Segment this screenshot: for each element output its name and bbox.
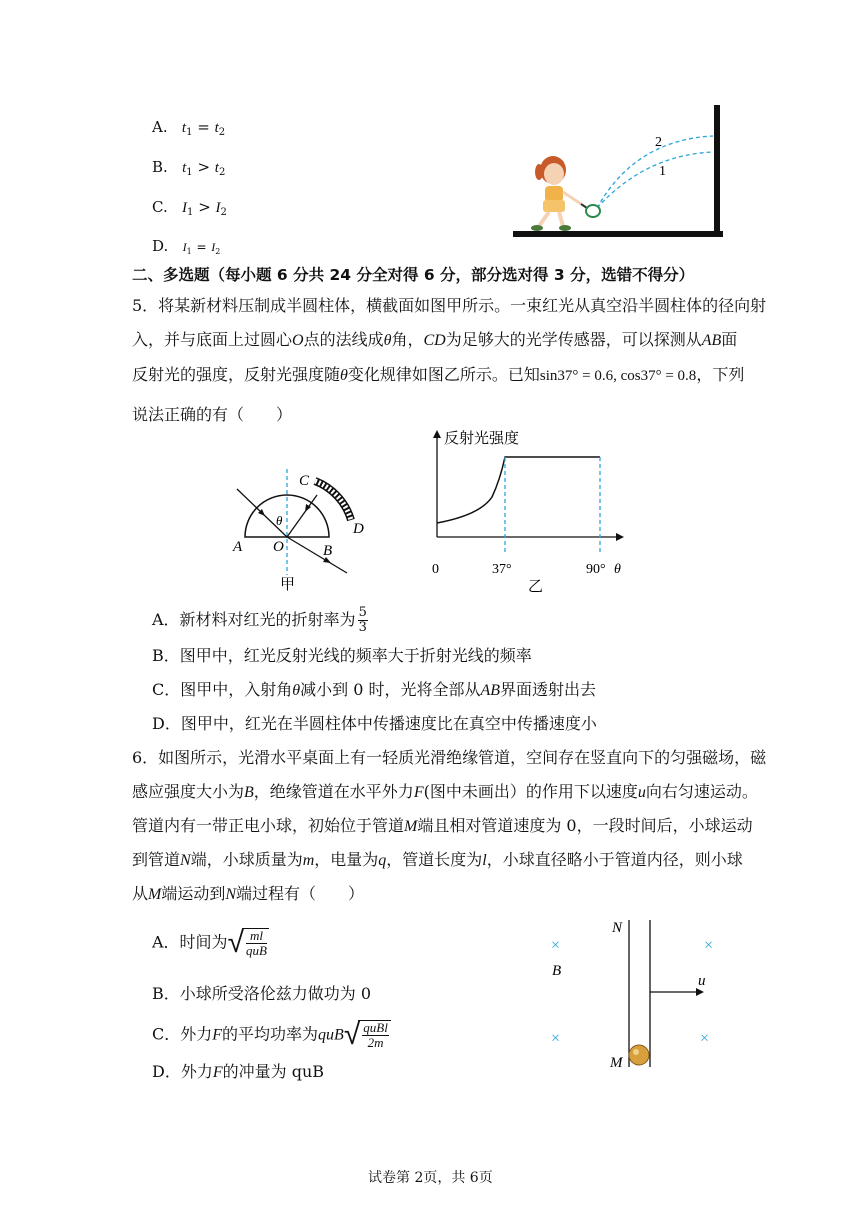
math-O: O <box>292 332 304 349</box>
text: 界面透射出去 <box>500 680 597 699</box>
text: 从 <box>132 884 149 903</box>
math-M: M <box>404 818 418 835</box>
sensor-cd <box>315 481 351 520</box>
semicircle <box>245 495 329 537</box>
text: 向右匀速运动。 <box>645 782 758 801</box>
sqrt-icon: √ <box>343 1017 361 1052</box>
q6-option-a[interactable] <box>152 925 269 960</box>
math-theta: θ <box>340 367 348 384</box>
q5-figure-jia <box>225 465 365 595</box>
fraction <box>362 1021 389 1050</box>
expr-left: I <box>182 240 187 254</box>
math-l: l <box>482 852 487 869</box>
refracted-ray <box>287 537 347 573</box>
label-D: D <box>353 521 364 537</box>
expr-right: t <box>214 120 219 136</box>
expr-right: t <box>214 160 219 176</box>
denominator: 2m <box>367 1035 384 1050</box>
math-u: u <box>637 784 646 801</box>
q6-option-d[interactable] <box>152 1062 324 1083</box>
label-B: B <box>552 963 562 979</box>
text: 点的法线成 <box>303 330 384 349</box>
q6-line-1: 6．如图所示，光滑水平桌面上有一轻质光滑绝缘管道，空间存在竖直向下的匀强磁场，磁 <box>132 748 767 767</box>
text: ，绝缘管道在水平外力 <box>253 782 414 801</box>
q4-option-b[interactable] <box>152 157 225 183</box>
expr-op: = <box>197 118 210 136</box>
math-B: B <box>244 784 254 801</box>
numerator: 5 <box>358 605 367 620</box>
option-label: D. <box>152 237 169 255</box>
text: 端且相对管道速度为 0，一段时间后，小球运动 <box>417 816 753 835</box>
q5-option-d[interactable]: D．图甲中，红光在半圆柱体中传播速度比在真空中传播速度小 <box>152 714 597 733</box>
expr-right-sub: 2 <box>220 207 227 218</box>
option-label: A. <box>152 118 168 136</box>
tick-90: 90° <box>586 562 606 577</box>
q5-line-1: 5．将某新材料压制成半圆柱体，横截面如图甲所示。一束红光从真空沿半圆柱体的径向射 <box>132 296 767 315</box>
math-formula: sin37° = 0.6, cos37° = 0.8 <box>539 368 697 384</box>
text: ，管道长度为 <box>386 850 483 869</box>
math-F: F <box>212 1064 223 1081</box>
q5-figure-yi <box>420 425 635 595</box>
x-axis-label-theta: θ <box>614 562 621 577</box>
text: ，小球直径略小于管道内径，则小球 <box>486 850 743 869</box>
reflected-ray <box>287 495 317 537</box>
text: 变化规律如图乙所示。已知 <box>347 365 540 384</box>
math-theta: θ <box>292 682 301 699</box>
text: C．外力 <box>152 1024 213 1044</box>
expr-right-sub: 2 <box>218 127 226 138</box>
expr-right-sub: 2 <box>215 247 221 256</box>
label-u: u <box>698 973 706 989</box>
q5-line-2 <box>132 330 737 351</box>
q6-line-4 <box>132 850 743 871</box>
math-m: m <box>302 852 315 869</box>
text: 面 <box>721 330 738 349</box>
field-cross-icon: × <box>551 1030 561 1047</box>
section-title: 二、多选题（每小题 6 分共 24 分全对得 6 分，部分选对得 3 分，选错不得分） <box>132 266 695 284</box>
expr-left-sub: 1 <box>186 247 192 256</box>
caption-jia: 甲 <box>280 577 296 593</box>
charged-ball <box>629 1045 649 1065</box>
expr-right: I <box>211 240 216 254</box>
text: ，电量为 <box>314 850 379 869</box>
label-B: B <box>323 543 333 559</box>
sqrt-icon: √ <box>227 925 245 960</box>
expr-right-sub: 2 <box>218 167 226 178</box>
q4-tennis-figure <box>505 100 730 245</box>
q5-option-c[interactable] <box>152 680 596 701</box>
text: A．时间为 <box>152 932 228 952</box>
text: 减小到 0 时，光将全部从 <box>300 680 481 699</box>
y-axis-label: 反射光强度 <box>444 431 520 447</box>
math-AB: AB <box>701 332 722 349</box>
expr-left: t <box>181 120 187 136</box>
text: 反射光的强度，反射光强度随 <box>132 365 341 384</box>
option-label: C. <box>152 198 168 216</box>
caption-yi: 乙 <box>528 579 544 595</box>
math-theta: θ <box>383 332 392 349</box>
text: 端过程有（ ） <box>236 884 365 903</box>
label-N: N <box>612 920 623 936</box>
q5-option-b[interactable]: B．图甲中，红光反射光线的频率大于折射光线的频率 <box>152 646 532 665</box>
text: ，下列 <box>696 365 745 384</box>
label-C: C <box>299 473 310 489</box>
trajectory-1 <box>597 152 713 208</box>
denominator: quB <box>246 943 267 958</box>
expr-left-sub: 1 <box>186 167 193 178</box>
intensity-curve <box>437 457 600 523</box>
math-N: N <box>180 852 191 869</box>
text: C．图甲中，入射角 <box>152 680 293 699</box>
label-M: M <box>610 1055 623 1071</box>
expr-left-sub: 1 <box>186 127 193 138</box>
math-N: N <box>225 886 237 903</box>
text: 为足够大的光学传感器，可以探测从 <box>445 330 702 349</box>
q5-option-a[interactable] <box>152 606 368 635</box>
text: 感应强度大小为 <box>132 782 245 801</box>
field-cross-icon: × <box>700 1030 710 1047</box>
q4-option-c[interactable] <box>152 197 227 223</box>
q6-option-c[interactable] <box>152 1017 391 1052</box>
q4-option-a[interactable] <box>152 117 225 143</box>
sqrt-body <box>242 928 269 958</box>
option-text: A．新材料对红光的折射率为 <box>152 610 356 629</box>
girl-icon <box>531 156 600 231</box>
q6-pipe-figure <box>540 915 730 1075</box>
tick-zero: 0 <box>432 562 439 577</box>
numerator: quBl <box>363 1020 388 1035</box>
math-F: F <box>212 1026 223 1044</box>
q6-option-b[interactable]: B．小球所受洛伦兹力做功为 0 <box>152 984 372 1003</box>
expr-op: > <box>198 198 211 216</box>
label-O: O <box>273 539 284 555</box>
expr-left-sub: 1 <box>187 207 194 218</box>
floor <box>513 231 723 237</box>
numerator: ml <box>246 929 267 944</box>
q6-line-3 <box>132 816 753 837</box>
label-theta: θ <box>276 513 283 528</box>
sqrt-body <box>358 1020 391 1050</box>
math-quB: quB <box>318 1026 344 1044</box>
option-label: B. <box>152 158 168 176</box>
math-AB: AB <box>480 682 501 699</box>
fraction <box>358 606 368 635</box>
q4-option-d[interactable] <box>152 236 220 262</box>
denominator: 3 <box>358 620 367 635</box>
q5-line-3 <box>132 365 744 386</box>
text: D．外力 <box>152 1062 213 1081</box>
text: 管道内有一带正电小球，初始位于管道 <box>132 816 405 835</box>
text: 端，小球质量为 <box>190 850 303 869</box>
q6-line-2 <box>132 782 758 803</box>
text: 到管道 <box>132 850 181 869</box>
expr-op: = <box>196 240 207 254</box>
label-A: A <box>233 539 243 555</box>
q5-line-4: 说法正确的有（ ） <box>132 405 293 424</box>
path-label-1: 1 <box>659 164 666 179</box>
text: 端运动到 <box>161 884 226 903</box>
text: (图中未画出）的作用下以速度 <box>423 782 638 801</box>
fraction <box>246 929 267 958</box>
expr-op: > <box>197 158 211 176</box>
x-axis-arrow-icon <box>616 533 624 541</box>
math-q: q <box>378 852 387 869</box>
expr-left: I <box>182 200 188 216</box>
tick-37: 37° <box>492 562 512 577</box>
field-cross-icon: × <box>551 937 561 954</box>
text: 入，并与底面上过圆心 <box>132 330 293 349</box>
text: 角， <box>391 330 424 349</box>
y-axis-arrow-icon <box>433 430 441 438</box>
q6-line-5 <box>132 884 364 905</box>
expr-left: t <box>182 160 187 176</box>
page-footer: 试卷第 2页，共 6页 <box>368 1170 493 1186</box>
math-M: M <box>148 886 162 903</box>
text: 的平均功率为 <box>222 1024 319 1044</box>
wall <box>714 105 720 237</box>
ball-highlight <box>633 1049 639 1055</box>
expr-right: I <box>215 200 221 216</box>
math-CD: CD <box>423 332 446 349</box>
text: 的冲量为 quB <box>222 1062 325 1081</box>
math-F: F <box>413 784 424 801</box>
path-label-2: 2 <box>655 135 662 150</box>
field-cross-icon: × <box>704 937 714 954</box>
arrow-icon <box>696 988 704 996</box>
